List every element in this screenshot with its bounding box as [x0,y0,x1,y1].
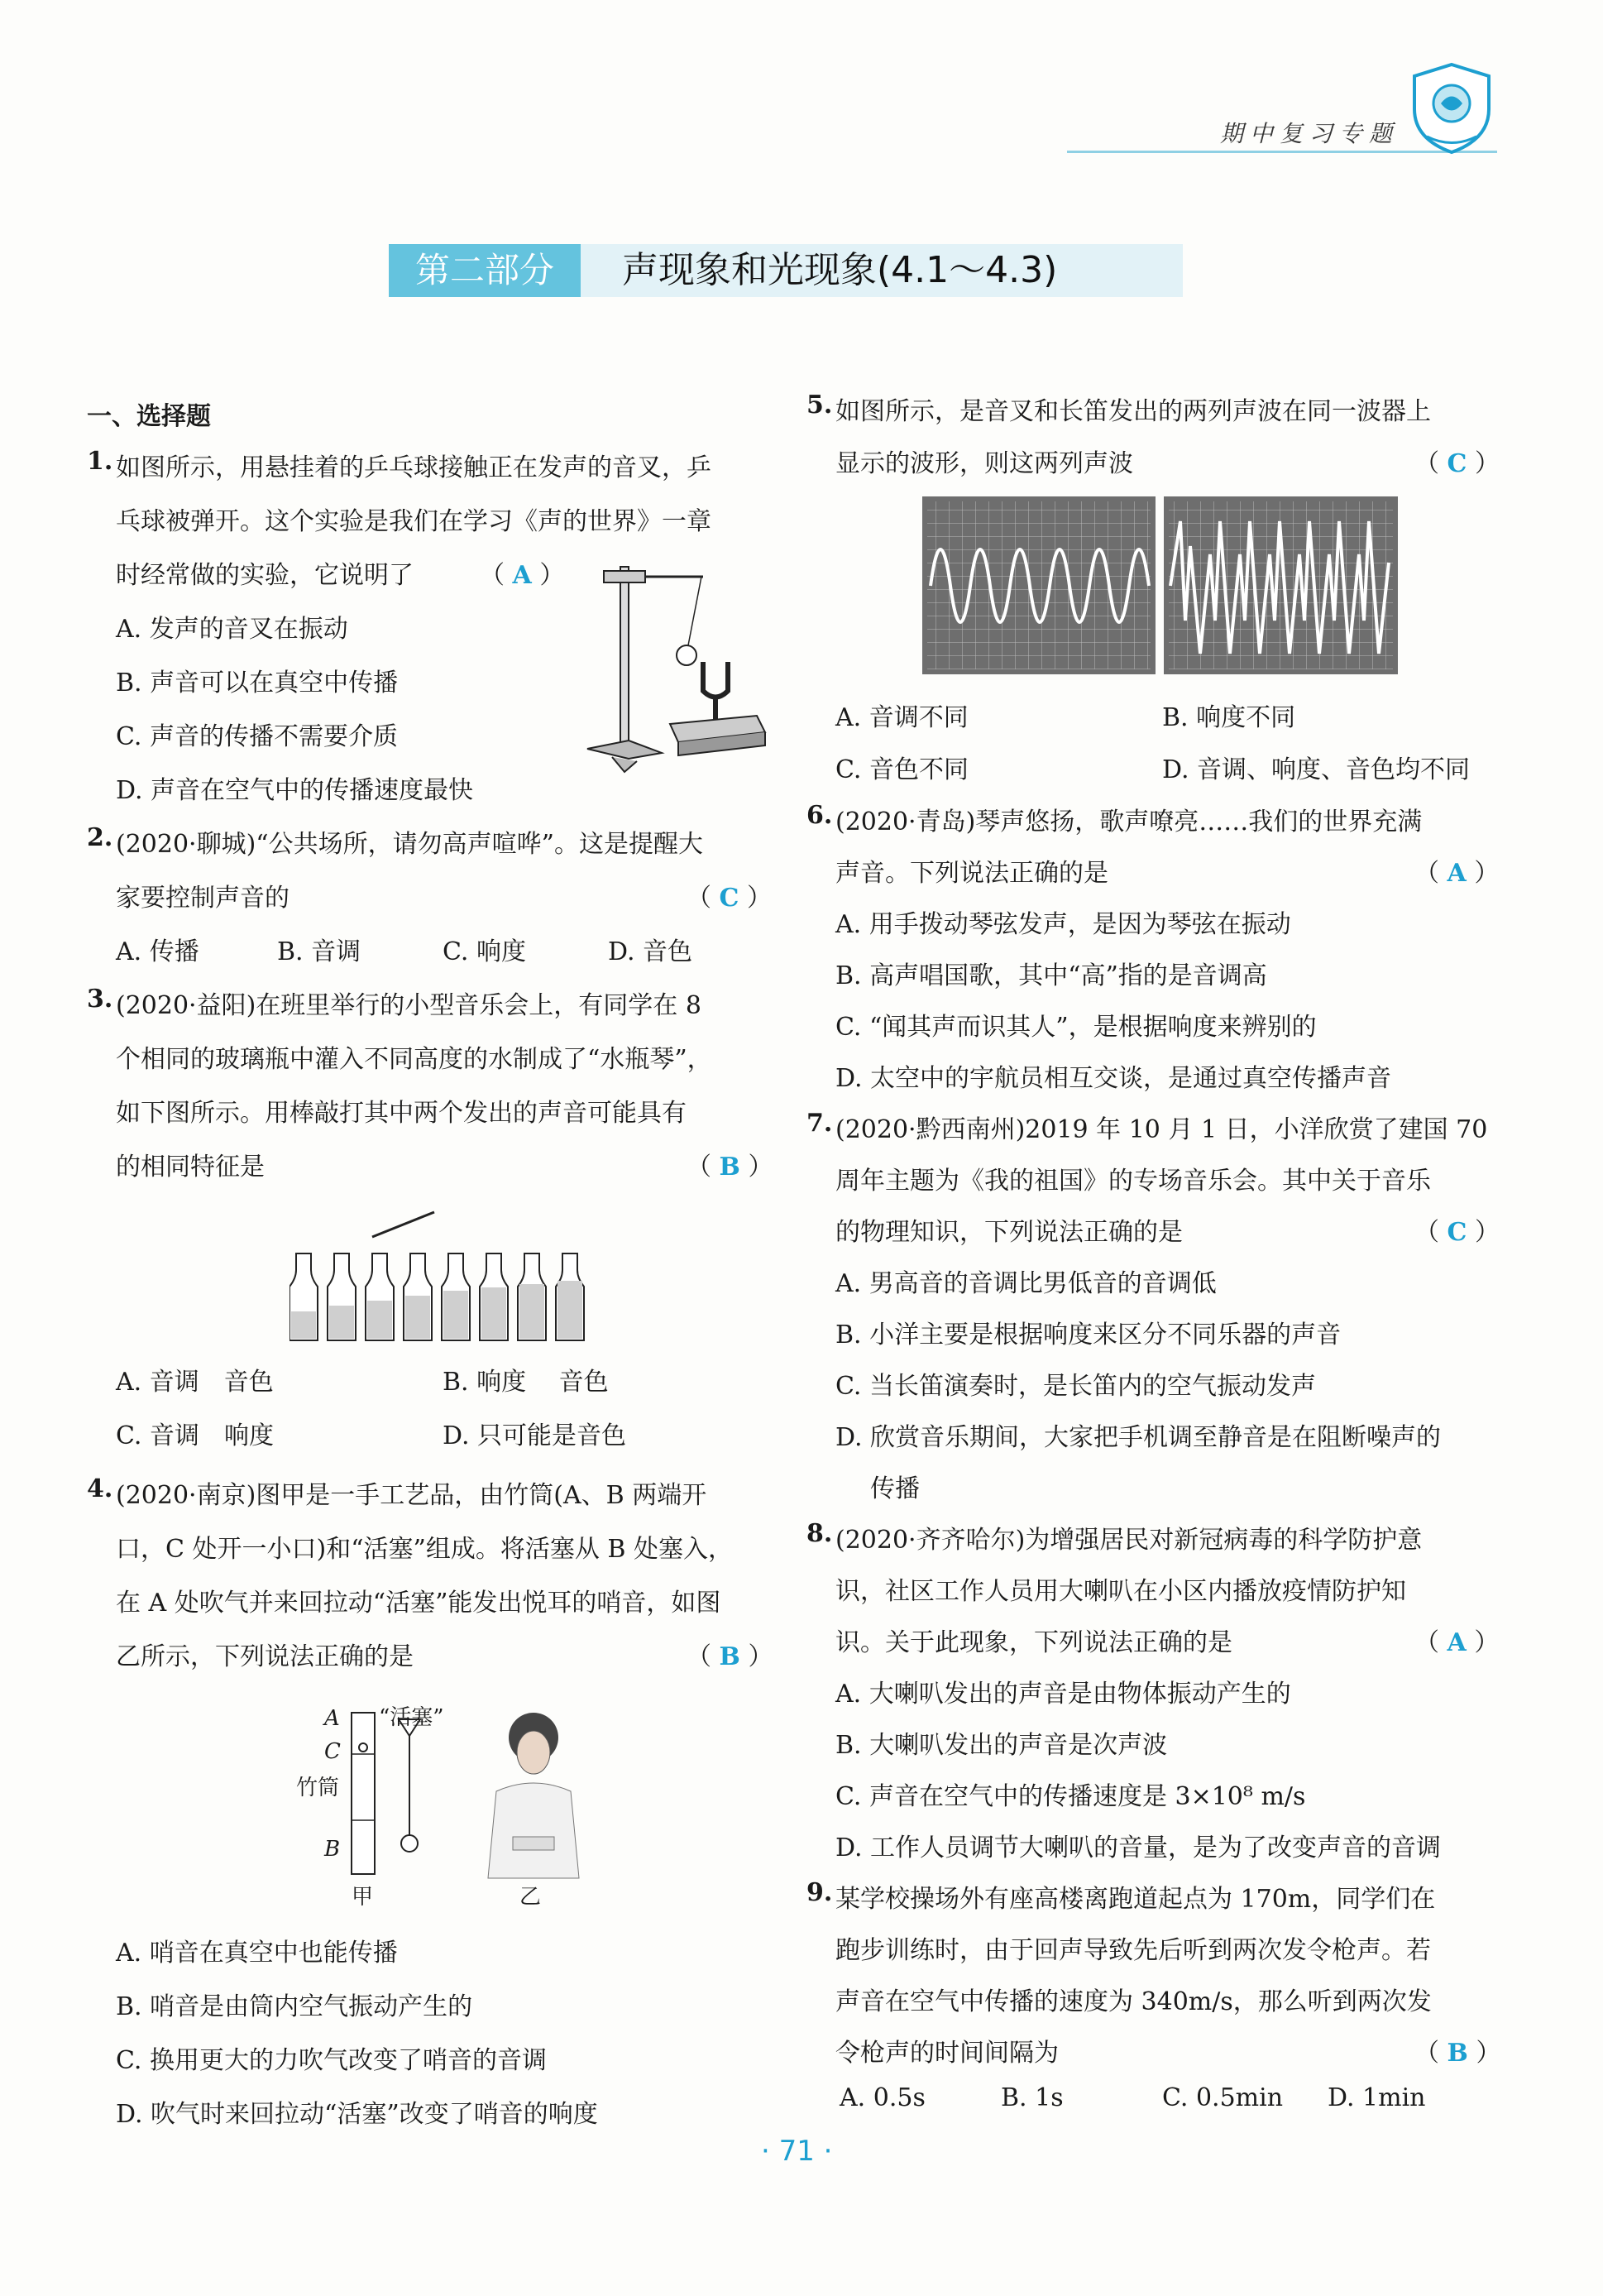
q2-number: 2. [87,823,113,852]
q2-option: A. 传播 [116,937,199,966]
q6-stem-line: (2020·青岛)琴声悠扬，歌声嘹亮……我们的世界充满 [835,808,1423,836]
q2-option: C. 响度 [443,937,526,966]
q2-answer-letter: C [719,884,739,913]
page-title: 声现象和光现象(4.1～4.3) [622,249,1058,291]
q8-answer: （ A ） [1414,1628,1500,1657]
q8-answer-letter: A [1447,1628,1467,1657]
q8-stem-line: 识。关于此现象，下列说法正确的是 [835,1628,1232,1657]
q7-stem-line: 的物理知识，下列说法正确的是 [835,1218,1183,1247]
q5-option: D. 音调、响度、音色均不同 [1162,755,1471,784]
waveform-figure [922,496,1398,674]
q1-option: D. 声音在空气中的传播速度最快 [116,776,474,805]
q9-option: B. 1s [1001,2083,1064,2112]
q3-stem-line: 的相同特征是 [116,1153,265,1182]
q8-stem-line: (2020·齐齐哈尔)为增强居民对新冠病毒的科学防护意 [835,1526,1423,1555]
fig-label-a: A [324,1706,340,1731]
q6-stem-line: 声音。下列说法正确的是 [835,859,1108,888]
fig-label-c: C [324,1739,341,1764]
q9-stem-line: 声音在空气中传播的速度为 340m/s，那么听到两次发 [835,1987,1432,2016]
q2-option: D. 音色 [608,937,693,966]
q8-option: B. 大喇叭发出的声音是次声波 [835,1731,1168,1760]
tuning-fork-figure [579,550,778,774]
q9-option: D. 1min [1328,2083,1426,2112]
q4-stem-line: 在 A 处吹气并来回拉动“活塞”能发出悦耳的哨音，如图 [116,1589,721,1618]
q4-option: B. 哨音是由筒内空气振动产生的 [116,1992,473,2021]
q1-option: C. 声音的传播不需要介质 [116,722,398,751]
q4-option: A. 哨音在真空中也能传播 [116,1939,398,1968]
q3-option: A. 音调 音色 [116,1368,274,1397]
q5-stem-line: 显示的波形，则这两列声波 [835,449,1133,478]
q9-option: A. 0.5s [840,2083,926,2112]
q1-stem-line: 乓球被弹开。这个实验是我们在学习《声的世界》一章 [116,507,711,536]
q9-answer: （ B ） [1414,2039,1501,2068]
q7-answer-letter: C [1447,1218,1467,1247]
fig-label-yi: 乙 [519,1885,542,1910]
q4-answer-letter: B [719,1642,740,1671]
page-number: · 71 · [761,2135,833,2168]
q3-answer: （ B ） [687,1153,773,1182]
q6-option: B. 高声唱国歌，其中“高”指的是音调高 [835,961,1267,990]
q4-stem-line: 口，C 处开一小口)和“活塞”组成。将活塞从 B 处塞入， [116,1535,733,1564]
q7-stem-line: (2020·黔西南州)2019 年 10 月 1 日，小洋欣赏了建国 70 [835,1115,1488,1144]
q1-answer-letter: A [512,561,532,590]
q8-stem-line: 识，社区工作人员用大喇叭在小区内播放疫情防护知 [835,1577,1406,1606]
q1-stem-line: 时经常做的实验，它说明了 [116,561,414,590]
section-label: 一、选择题 [87,402,211,431]
q5-option: C. 音色不同 [835,755,969,784]
q9-stem-line: 跑步训练时，由于回声导致先后听到两次发令枪声。若 [835,1936,1431,1965]
q3-number: 3. [87,985,113,1014]
q9-answer-letter: B [1447,2039,1468,2068]
shield-logo-icon [1406,58,1497,157]
q5-answer-letter: C [1447,449,1467,478]
q9-option: C. 0.5min [1162,2083,1284,2112]
q6-answer: （ A ） [1414,859,1500,888]
q6-option: C. “闻其声而识其人”，是根据响度来辨别的 [835,1013,1317,1042]
q1-answer: （ A ） [480,561,565,590]
q1-number: 1. [87,447,113,476]
q9-stem-line: 令枪声的时间间隔为 [835,2039,1059,2068]
q7-answer: （ C ） [1414,1218,1500,1247]
q9-number: 9. [806,1878,833,1907]
q5-number: 5. [806,391,833,419]
fig-label-tube: 竹筒 [296,1776,340,1800]
q4-option: D. 吹气时来回拉动“活塞”改变了哨音的响度 [116,2100,598,2129]
q6-option: D. 太空中的宇航员相互交谈，是通过真空传播声音 [835,1064,1392,1093]
q3-option: C. 音调 响度 [116,1421,274,1450]
q3-option: B. 响度 音色 [443,1368,609,1397]
q7-option-continued: 传播 [870,1474,920,1503]
q5-answer: （ C ） [1414,449,1500,478]
q3-option: D. 只可能是音色 [443,1421,627,1450]
q2-answer: （ C ） [687,884,772,913]
bamboo-whistle-figure [289,1696,637,1920]
q6-number: 6. [806,801,833,830]
q4-option: C. 换用更大的力吹气改变了哨音的音调 [116,2046,547,2075]
q8-option: A. 大喇叭发出的声音是由物体振动产生的 [835,1680,1291,1709]
q3-stem-line: 如下图所示。用棒敲打其中两个发出的声音可能具有 [116,1099,687,1128]
q9-stem-line: 某学校操场外有座高楼离跑道起点为 170m，同学们在 [835,1885,1436,1914]
q5-option: A. 音调不同 [835,703,969,732]
q5-option: B. 响度不同 [1162,703,1296,732]
q3-stem-line: (2020·益阳)在班里举行的小型音乐会上，有同学在 8 [116,991,701,1020]
q4-stem-line: (2020·南京)图甲是一手工艺品，由竹筒(A、B 两端开 [116,1481,707,1510]
q3-stem-line: 个相同的玻璃瓶中灌入不同高度的水制成了“水瓶琴”， [116,1045,712,1074]
q7-option: B. 小洋主要是根据响度来区分不同乐器的声音 [835,1321,1342,1349]
fig-label-jia: 甲 [352,1885,374,1910]
q3-answer-letter: B [719,1153,740,1182]
q8-option: D. 工作人员调节大喇叭的音量，是为了改变声音的音调 [835,1833,1442,1862]
q2-stem-line: 家要控制声音的 [116,884,289,913]
q1-option: B. 声音可以在真空中传播 [116,669,399,697]
q4-number: 4. [87,1474,113,1503]
q1-stem-line: 如图所示，用悬挂着的乒乓球接触正在发声的音叉，乒 [116,453,711,482]
q7-number: 7. [806,1109,833,1138]
title-part: 第二部分 [389,244,581,297]
q7-stem-line: 周年主题为《我的祖国》的专场音乐会。其中关于音乐 [835,1167,1431,1196]
q7-option: C. 当长笛演奏时，是长笛内的空气振动发声 [835,1372,1316,1401]
q5-stem-line: 如图所示，是音叉和长笛发出的两列声波在同一波器上 [835,397,1431,426]
header-section-label: 期中复习专题 [1220,120,1400,147]
q4-stem-line: 乙所示，下列说法正确的是 [116,1642,414,1671]
q4-answer: （ B ） [687,1642,773,1671]
fig-label-piston: “活塞” [379,1705,444,1730]
q2-option: B. 音调 [277,937,361,966]
q7-option: A. 男高音的音调比男低音的音调低 [835,1269,1217,1298]
q8-option: C. 声音在空气中的传播速度是 3×10⁸ m/s [835,1782,1306,1811]
q6-answer-letter: A [1447,859,1467,888]
q7-option: D. 欣赏音乐期间，大家把手机调至静音是在阻断噪声的 [835,1423,1442,1452]
q1-option: A. 发声的音叉在振动 [116,615,348,644]
q6-option: A. 用手拨动琴弦发声，是因为琴弦在振动 [835,910,1291,939]
q8-number: 8. [806,1519,833,1548]
fig-label-b: B [324,1837,341,1862]
q2-stem-line: (2020·聊城)“公共场所，请勿高声喧哗”。这是提醒大 [116,830,703,859]
water-bottles-figure [289,1208,604,1349]
